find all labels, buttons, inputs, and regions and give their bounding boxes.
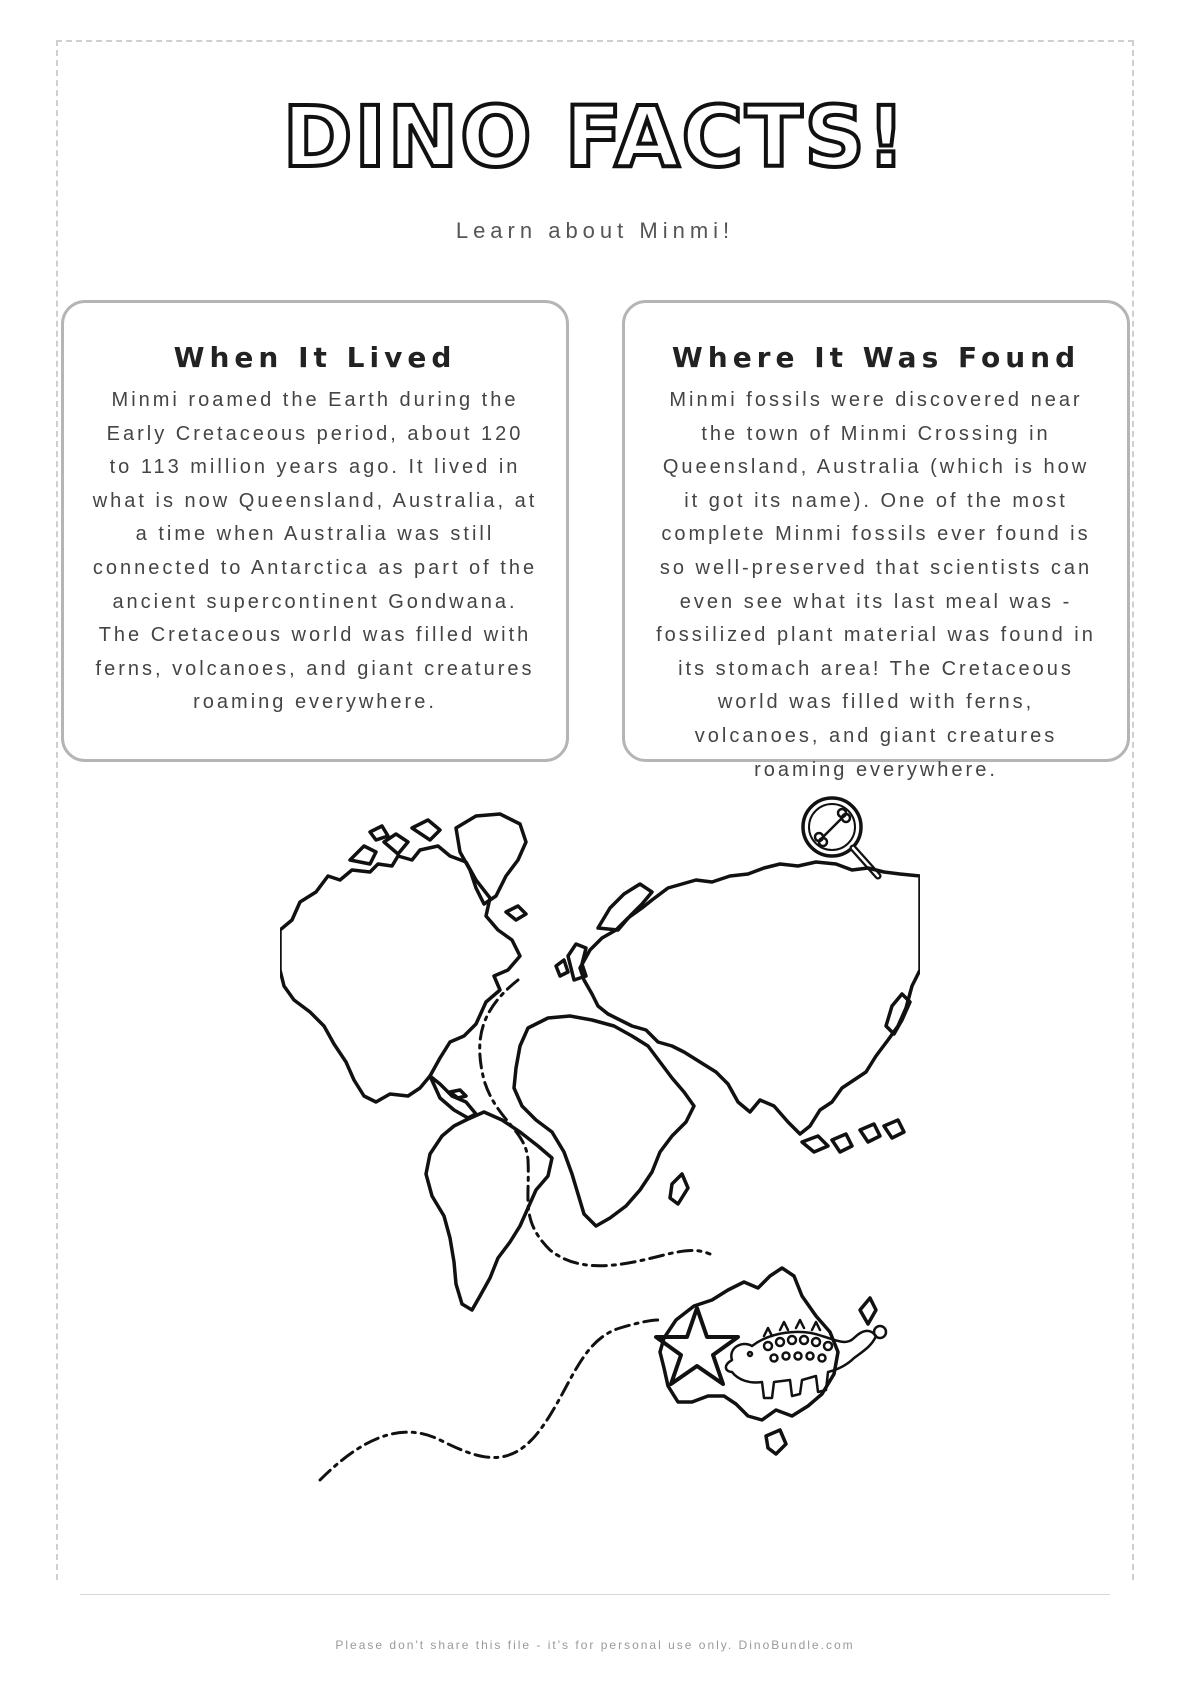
- card-body-where: Minmi fossils were discovered near the town of Minmi Crossing in Queensland, Australia (which is how it got its name). One of the most complete Minmi fossils ever found is so well-preserved that scientists can even see what its last meal was - fossilized plant material was found in its stomach area! The Cretaceous world was filled with ferns, volcanoes, and giant creatures roaming everywhere.: [656, 389, 1096, 781]
- when-it-lived-card: [61, 300, 569, 762]
- map-illustration: [280, 780, 920, 1560]
- africa-outline: [514, 1016, 694, 1226]
- greenland-outline: [456, 814, 526, 904]
- footer-divider: [80, 1594, 1110, 1595]
- where-found-card: [622, 300, 1130, 781]
- ankylosaur-icon: [726, 1320, 886, 1398]
- south-america-outline: [426, 1112, 552, 1310]
- eurasia-outline: [580, 862, 920, 1134]
- footer-note: Please don't share this file - it's for personal use only. DinoBundle.com: [335, 1638, 855, 1652]
- card-heading-when: When It Lived: [173, 341, 457, 374]
- page-title: DINO FACTS!: [282, 88, 908, 186]
- north-america-outline: [280, 846, 520, 1102]
- card-heading-where: Where It Was Found: [671, 341, 1081, 374]
- card-body-when: Minmi roamed the Earth during the Early Cretaceous period, about 120 to 113 million years ago. It lived in what is now Queensland, Australia, at a time when Australia was still connected to Antarctica as part of the ancient supercontinent Gondwana. The Cretaceous world was filled with ferns, volcanoes, and giant creatures roaming everywhere.: [92, 389, 538, 714]
- star-marker-icon: [656, 1308, 738, 1384]
- world-map: [280, 814, 920, 1454]
- dashed-route: [320, 1320, 658, 1480]
- page-subtitle: Learn about Minmi!: [455, 218, 735, 243]
